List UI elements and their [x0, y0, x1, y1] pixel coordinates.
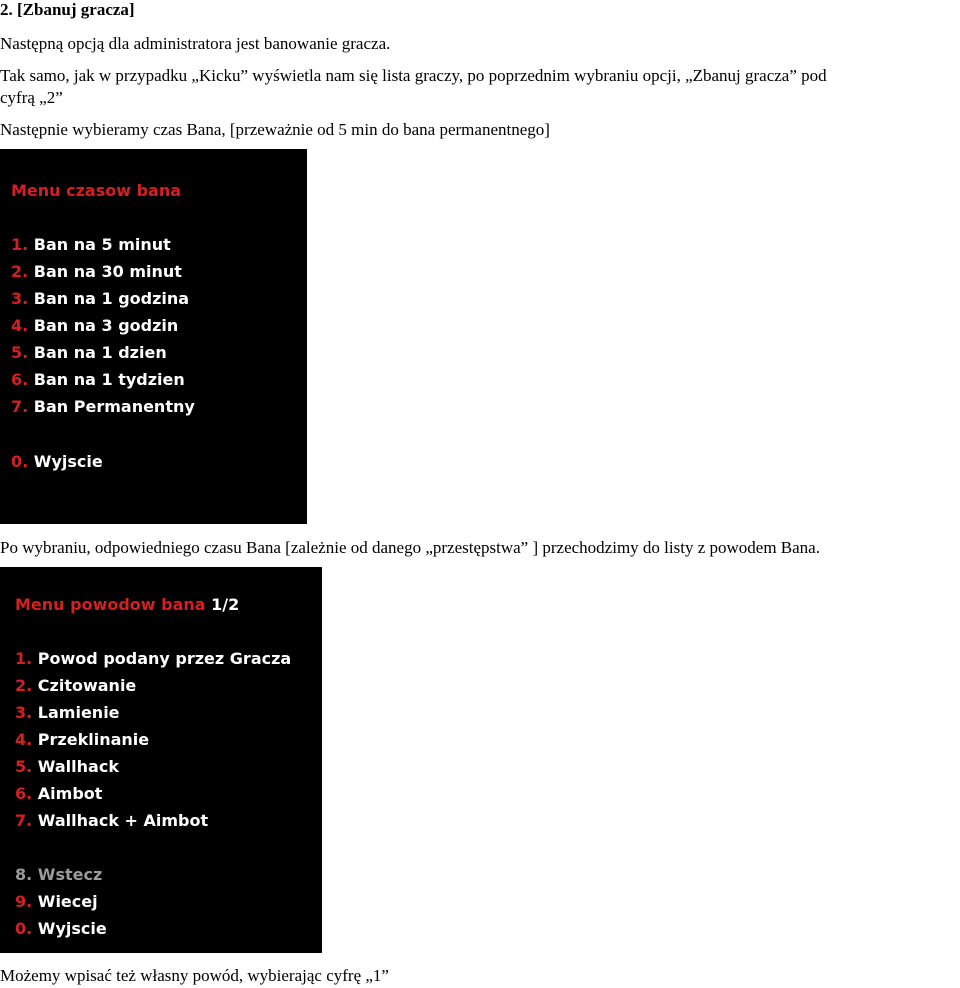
menu-item-number: 2.: [15, 676, 33, 695]
menu-item-label: Powod podany przez Gracza: [37, 649, 292, 668]
section-heading: 2. [Zbanuj gracza]: [0, 0, 135, 19]
menu-item[interactable]: [11, 342, 167, 364]
menu-item-back: [15, 864, 102, 886]
menu-item[interactable]: [15, 702, 120, 724]
ban-reason-menu-screenshot: [0, 567, 322, 953]
menu-item-number: 1.: [15, 649, 33, 668]
menu-item-number: 6.: [11, 370, 29, 389]
menu-item[interactable]: [15, 648, 291, 670]
menu-item-number: 4.: [15, 730, 33, 749]
menu-item-label: Ban na 1 godzina: [33, 289, 190, 308]
menu-item-label: Wyjscie: [37, 919, 107, 938]
menu-item[interactable]: [11, 315, 178, 337]
menu-item-number: 6.: [15, 784, 33, 803]
menu-item-number: 2.: [11, 262, 29, 281]
menu-item[interactable]: [15, 810, 208, 832]
menu-item-label: Lamienie: [37, 703, 120, 722]
menu-item[interactable]: [11, 234, 171, 256]
menu-item-label: Ban na 30 minut: [33, 262, 182, 281]
menu-item-number: 4.: [11, 316, 29, 335]
menu-item-number: 5.: [15, 757, 33, 776]
paragraph-ban-time: Następnie wybieramy czas Bana, [przeważnie od 5 min do bana permanentnego]: [0, 120, 550, 139]
menu-item-label: Ban na 1 tydzien: [33, 370, 185, 389]
menu-item-label: Ban na 5 minut: [33, 235, 171, 254]
menu-item[interactable]: [15, 729, 149, 751]
menu-item-label: Czitowanie: [37, 676, 137, 695]
menu-item[interactable]: [11, 396, 195, 418]
menu-item-number: 9.: [15, 892, 33, 911]
paragraph-custom-reason: Możemy wpisać też własny powód, wybierając cyfrę „1”: [0, 966, 389, 985]
menu-item-label: Wiecej: [37, 892, 98, 911]
menu-item-number: 8.: [15, 865, 33, 884]
menu-item-label: Ban Permanentny: [33, 397, 195, 416]
ban-reason-menu-title: [15, 594, 239, 616]
ban-time-menu-title: Menu czasow bana: [11, 181, 182, 200]
menu-page-indicator: 1/2: [211, 595, 240, 614]
menu-item-exit[interactable]: [11, 451, 103, 473]
menu-item-label: Ban na 1 dzien: [33, 343, 167, 362]
menu-item-number: 3.: [11, 289, 29, 308]
menu-item-number: 0.: [11, 452, 29, 471]
ban-time-menu-screenshot: [0, 149, 307, 524]
menu-item-number: 0.: [15, 919, 33, 938]
menu-item-number: 1.: [11, 235, 29, 254]
menu-item-number: 3.: [15, 703, 33, 722]
menu-item-number: 5.: [11, 343, 29, 362]
menu-item-exit[interactable]: [15, 918, 107, 940]
menu-item-label: Wallhack + Aimbot: [37, 811, 209, 830]
menu-item-label: Wstecz: [37, 865, 103, 884]
paragraph-ban-reason: Po wybraniu, odpowiedniego czasu Bana [zależnie od danego „przestępstwa” ] przechodzimy do listy z powodem Bana.: [0, 538, 820, 557]
paragraph-intro: Następną opcją dla administratora jest banowanie gracza.: [0, 34, 391, 53]
menu-item[interactable]: [15, 675, 136, 697]
menu-item[interactable]: [11, 261, 182, 283]
paragraph-player-list: Tak samo, jak w przypadku „Kicku” wyświetla nam się lista graczy, po poprzednim wybraniu opcji, „Zbanuj gracza” pod: [0, 66, 827, 85]
menu-item-label: Wyjscie: [33, 452, 103, 471]
menu-item[interactable]: [11, 369, 185, 391]
ban-reason-menu-title-text: Menu powodow bana: [15, 595, 206, 614]
menu-item-number: 7.: [11, 397, 29, 416]
menu-item-more[interactable]: [15, 891, 98, 913]
menu-item-number: 7.: [15, 811, 33, 830]
menu-item-label: Przeklinanie: [37, 730, 150, 749]
menu-item-label: Aimbot: [37, 784, 103, 803]
menu-item-label: Ban na 3 godzin: [33, 316, 179, 335]
paragraph-player-list-cont: cyfrą „2”: [0, 88, 63, 107]
menu-item-label: Wallhack: [37, 757, 119, 776]
menu-item[interactable]: [11, 288, 189, 310]
menu-item[interactable]: [15, 756, 119, 778]
menu-item[interactable]: [15, 783, 102, 805]
